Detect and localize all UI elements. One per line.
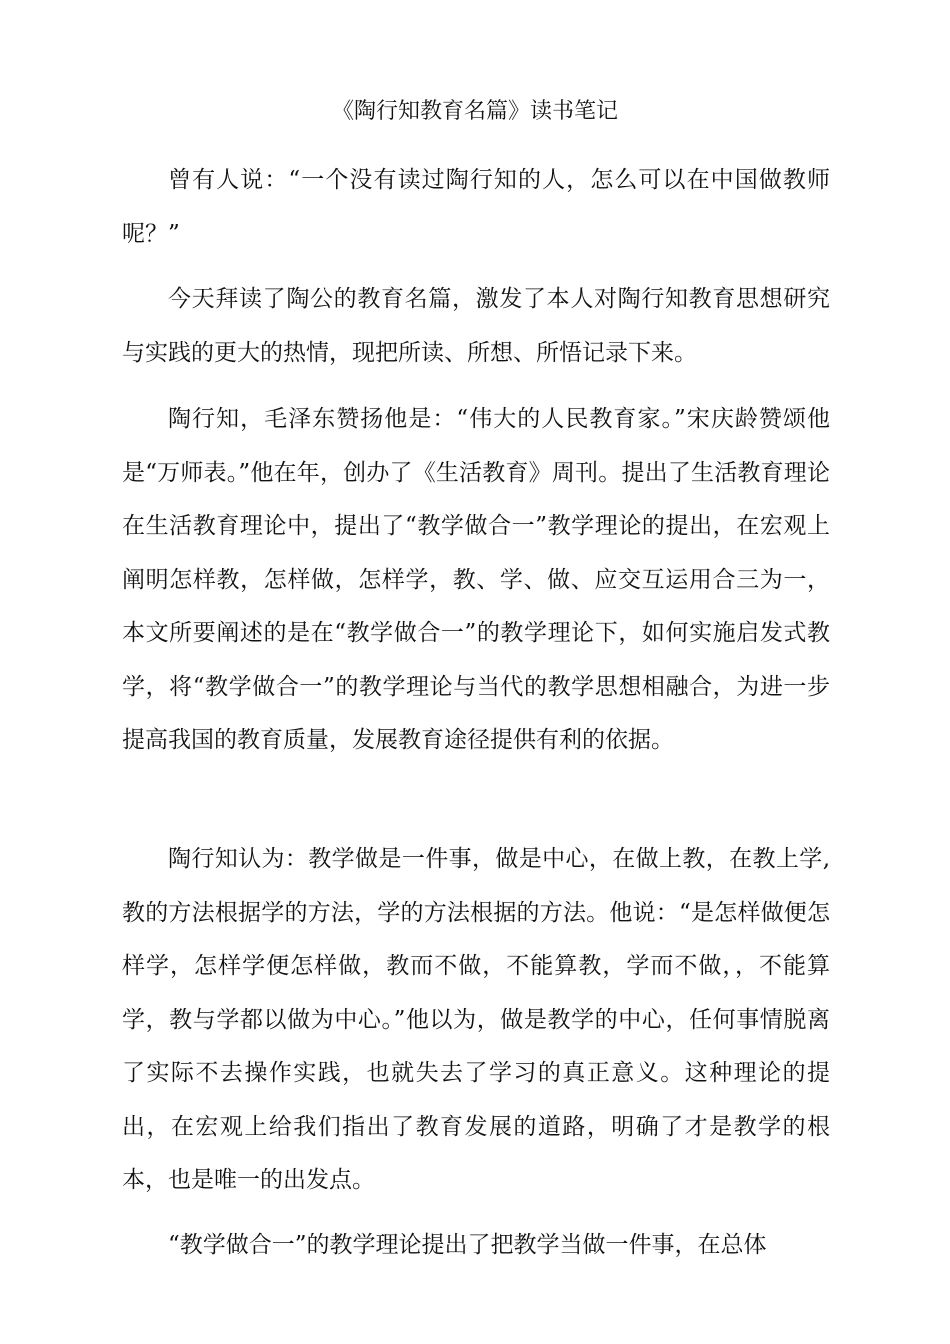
paragraph-2: 今天拜读了陶公的教育名篇，激发了本人对陶行知教育思想研究与实践的更大的热情，现把所读、所想、所悟记录下来。	[122, 286, 830, 366]
paragraph-3: 陶行知，毛泽东赞扬他是：“伟大的人民教育家。”宋庆龄赞颂他是“万师表。”他在年，创办了《生活教育》周刊。提出了生活教育理论在生活教育理论中，提出了“教学做合一”教学理论的提出，在宏观上阐明怎样教，怎样做，怎样学，教、学、做、应交互运用合三为一，本文所要阐述的是在“教学做合一”的教学理论下，如何实施启发式教学，将“教学做合一”的教学理论与当代的教学思想相融合，为进一步提高我国的教育质量，发展教育途径提供有利的依据。	[122, 406, 830, 753]
paragraph-1: 曾有人说：“一个没有读过陶行知的人，怎么可以在中国做教师呢？”	[122, 167, 830, 247]
document-title: 《陶行知教育名篇》读书笔记	[331, 99, 618, 124]
paragraph-5: “教学做合一”的教学理论提出了把教学当做一件事，在总体	[168, 1232, 767, 1258]
paragraph-4: 陶行知认为：教学做是一件事，做是中心，在做上教，在教上学,教的方法根据学的方法，学的方法根据的方法。他说：“是怎样做便怎样学，怎样学便怎样做，教而不做，不能算教，学而不做，，不能算学，教与学都以做为中心。”他以为，做是教学的中心，任何事情脱离了实际不去操作实践，也就失去了学习的真正意义。这种理论的提出，在宏观上给我们指出了教育发展的道路，明确了才是教学的根本，也是唯一的出发点。	[122, 846, 830, 1193]
